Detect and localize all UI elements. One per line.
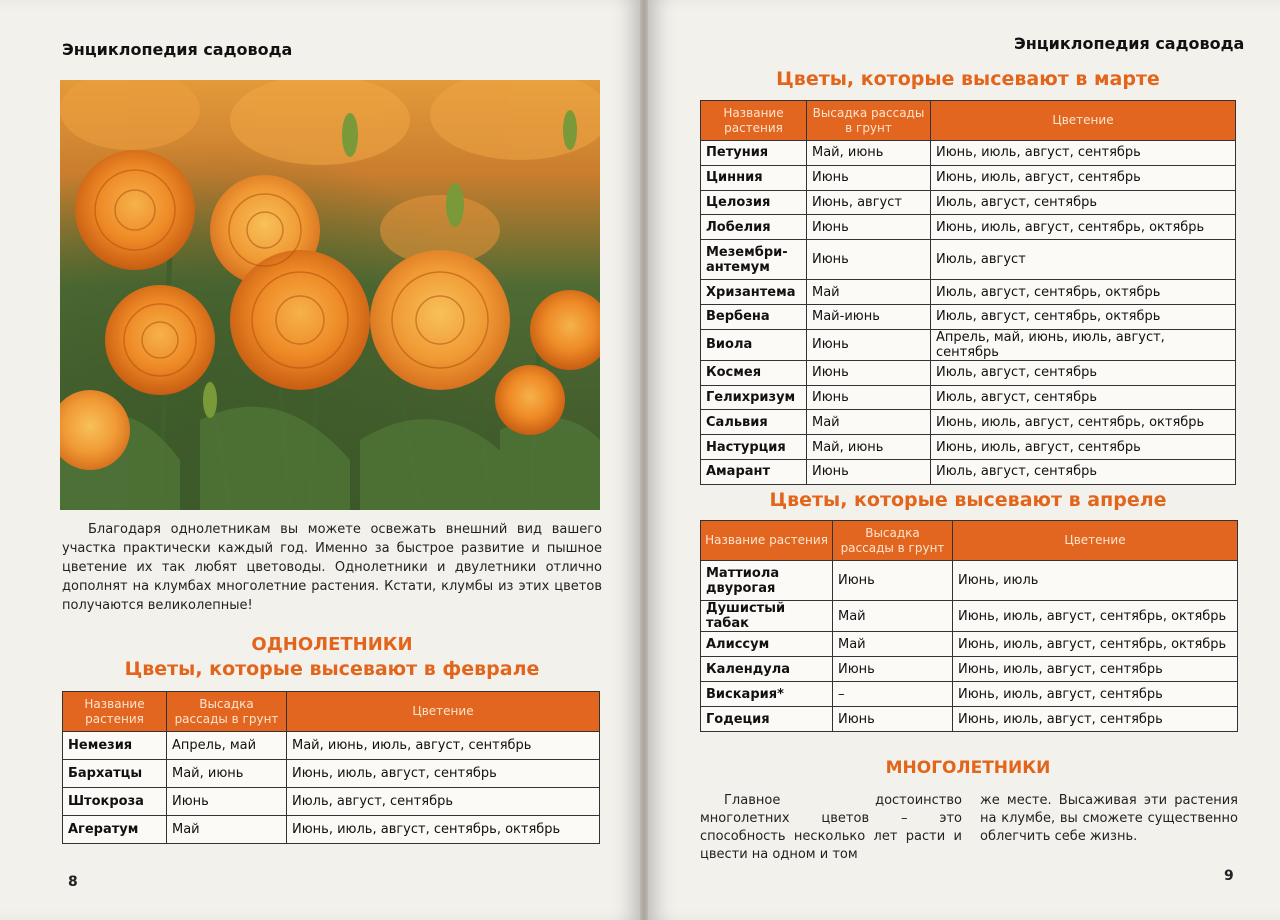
header-flowering: Цветение xyxy=(953,521,1238,561)
cell-flowering: Июнь, июль, август, сентябрь, октябрь xyxy=(287,816,600,844)
cell-flowering: Июль, август, сентябрь xyxy=(931,360,1236,385)
cell-plant-name: Агератум xyxy=(63,816,167,844)
table-row xyxy=(63,760,600,788)
table-row xyxy=(63,816,600,844)
table-row xyxy=(701,360,1236,385)
table-row xyxy=(701,280,1236,305)
cell-transplant: Июнь xyxy=(807,360,931,385)
table-row xyxy=(701,682,1238,707)
cell-flowering: Июль, август, сентябрь xyxy=(931,385,1236,410)
february-table xyxy=(62,691,600,844)
intro-paragraph: Благодаря однолетникам вы можете освежать внешний вид вашего участка практически каждый год. Именно за быстрое развитие и пышное цветение их так любят цветоводы. Однолетники и двулетники отлично дополнят на клумбах многолетние растения. Кстати, клумбы из этих цветов получаются великолепные! xyxy=(62,522,602,613)
running-head: Энциклопедия садовода xyxy=(62,40,293,59)
cell-flowering: Июнь, июль, август, сентябрь xyxy=(931,165,1236,190)
cell-flowering: Июль, август, сентябрь xyxy=(931,459,1236,484)
table-row xyxy=(701,561,1238,601)
cell-transplant: Июнь xyxy=(807,385,931,410)
running-head: Энциклопедия садовода xyxy=(1014,34,1245,53)
cell-transplant: Май xyxy=(807,280,931,305)
april-table xyxy=(700,520,1238,732)
table-row xyxy=(63,732,600,760)
cell-plant-name: Маттиола двурогая xyxy=(701,561,833,601)
table-row xyxy=(701,190,1236,215)
cell-transplant: Июнь xyxy=(167,788,287,816)
march-heading: Цветы, которые высевают в марте xyxy=(776,68,1160,90)
march-table xyxy=(700,100,1236,485)
cell-plant-name: Бархатцы xyxy=(63,760,167,788)
header-transplant: Высадка рассады в грунт xyxy=(167,692,287,732)
cell-transplant: Июнь xyxy=(807,240,931,280)
table-row xyxy=(701,601,1238,632)
table-row xyxy=(701,240,1236,280)
table-row xyxy=(701,165,1236,190)
cell-flowering: Июнь, июль, август, сентябрь xyxy=(931,141,1236,166)
cell-flowering: Июнь, июль, август, сентябрь, октябрь xyxy=(953,601,1238,632)
cell-transplant: Май, июнь xyxy=(807,141,931,166)
table-row xyxy=(701,141,1236,166)
cell-plant-name: Целозия xyxy=(701,190,807,215)
table-row xyxy=(701,632,1238,657)
cell-flowering: Июнь, июль, август, сентябрь, октябрь xyxy=(931,410,1236,435)
table-row xyxy=(701,410,1236,435)
page-number: 8 xyxy=(68,874,78,890)
cell-transplant: – xyxy=(833,682,953,707)
perennials-text-col2: же месте. Высаживая эти растения на клумбе, вы сможете существенно облегчить себе жизнь. xyxy=(980,793,1238,844)
cell-transplant: Июнь xyxy=(833,657,953,682)
right-page xyxy=(648,0,1280,920)
cell-flowering: Июнь, июль, август, сентябрь xyxy=(287,760,600,788)
cell-plant-name: Гелихризум xyxy=(701,385,807,410)
cell-flowering: Июль, август xyxy=(931,240,1236,280)
cell-transplant: Июнь xyxy=(833,707,953,732)
cell-plant-name: Петуния xyxy=(701,141,807,166)
cell-flowering: Июль, август, сентябрь, октябрь xyxy=(931,304,1236,329)
perennials-text-col1: Главное достоинство многолетних цветов – это способность несколько лет расти и цвести на одном и том xyxy=(700,793,962,862)
cell-transplant: Июнь xyxy=(807,459,931,484)
cell-flowering: Апрель, май, июнь, июль, август, сентябрь xyxy=(931,329,1236,360)
cell-plant-name: Мезембри-антемум xyxy=(701,240,807,280)
cell-flowering: Июнь, июль, август, сентябрь xyxy=(953,657,1238,682)
cell-transplant: Июнь xyxy=(807,165,931,190)
header-plant-name: Название растения xyxy=(701,101,807,141)
cell-flowering: Июнь, июль, август, сентябрь, октябрь xyxy=(953,632,1238,657)
cell-transplant: Апрель, май xyxy=(167,732,287,760)
cell-transplant: Май xyxy=(833,632,953,657)
table-row xyxy=(701,304,1236,329)
cell-transplant: Июнь xyxy=(833,561,953,601)
table-heading: Цветы, которые высевают в феврале xyxy=(124,658,540,680)
cell-plant-name: Амарант xyxy=(701,459,807,484)
section-heading: ОДНОЛЕТНИКИ xyxy=(251,634,413,655)
cell-flowering: Июль, август, сентябрь, октябрь xyxy=(931,280,1236,305)
cell-plant-name: Вербена xyxy=(701,304,807,329)
cell-plant-name: Настурция xyxy=(701,435,807,460)
cell-transplant: Май xyxy=(833,601,953,632)
cell-plant-name: Сальвия xyxy=(701,410,807,435)
marigold-photo xyxy=(60,80,600,510)
cell-flowering: Июль, август, сентябрь xyxy=(931,190,1236,215)
cell-transplant: Май xyxy=(807,410,931,435)
header-plant-name: Название растения xyxy=(701,521,833,561)
page-number: 9 xyxy=(1224,868,1234,884)
cell-plant-name: Космея xyxy=(701,360,807,385)
marigold-illustration xyxy=(60,80,600,510)
table-row xyxy=(701,657,1238,682)
table-row xyxy=(701,329,1236,360)
cell-flowering: Июнь, июль, август, сентябрь xyxy=(953,707,1238,732)
cell-transplant: Май xyxy=(167,816,287,844)
cell-plant-name: Хризантема xyxy=(701,280,807,305)
cell-flowering: Июль, август, сентябрь xyxy=(287,788,600,816)
cell-transplant: Июнь, август xyxy=(807,190,931,215)
cell-flowering: Июнь, июль, август, сентябрь, октябрь xyxy=(931,215,1236,240)
perennials-heading: МНОГОЛЕТНИКИ xyxy=(885,758,1051,778)
table-row xyxy=(701,459,1236,484)
table-header-row xyxy=(701,521,1238,561)
table-header-row xyxy=(701,101,1236,141)
table-header-row xyxy=(63,692,600,732)
cell-transplant: Июнь xyxy=(807,215,931,240)
cell-plant-name: Штокроза xyxy=(63,788,167,816)
table-row xyxy=(701,385,1236,410)
cell-plant-name: Душистый табак xyxy=(701,601,833,632)
header-flowering: Цветение xyxy=(287,692,600,732)
cell-plant-name: Календула xyxy=(701,657,833,682)
table-row xyxy=(701,707,1238,732)
cell-flowering: Июнь, июль, август, сентябрь xyxy=(953,682,1238,707)
cell-plant-name: Цинния xyxy=(701,165,807,190)
header-transplant: Высадка рассады в грунт xyxy=(833,521,953,561)
cell-plant-name: Лобелия xyxy=(701,215,807,240)
cell-flowering: Июнь, июль xyxy=(953,561,1238,601)
april-heading: Цветы, которые высевают в апреле xyxy=(769,489,1167,511)
cell-plant-name: Немезия xyxy=(63,732,167,760)
cell-transplant: Май, июнь xyxy=(807,435,931,460)
cell-plant-name: Годеция xyxy=(701,707,833,732)
header-transplant: Высадка рассады в грунт xyxy=(807,101,931,141)
cell-flowering: Май, июнь, июль, август, сентябрь xyxy=(287,732,600,760)
cell-transplant: Июнь xyxy=(807,329,931,360)
header-flowering: Цветение xyxy=(931,101,1236,141)
table-row xyxy=(701,215,1236,240)
table-row xyxy=(63,788,600,816)
table-row xyxy=(701,435,1236,460)
header-plant-name: Название растения xyxy=(63,692,167,732)
cell-plant-name: Вискария* xyxy=(701,682,833,707)
cell-plant-name: Алиссум xyxy=(701,632,833,657)
cell-plant-name: Виола xyxy=(701,329,807,360)
cell-transplant: Май-июнь xyxy=(807,304,931,329)
cell-flowering: Июнь, июль, август, сентябрь xyxy=(931,435,1236,460)
cell-transplant: Май, июнь xyxy=(167,760,287,788)
